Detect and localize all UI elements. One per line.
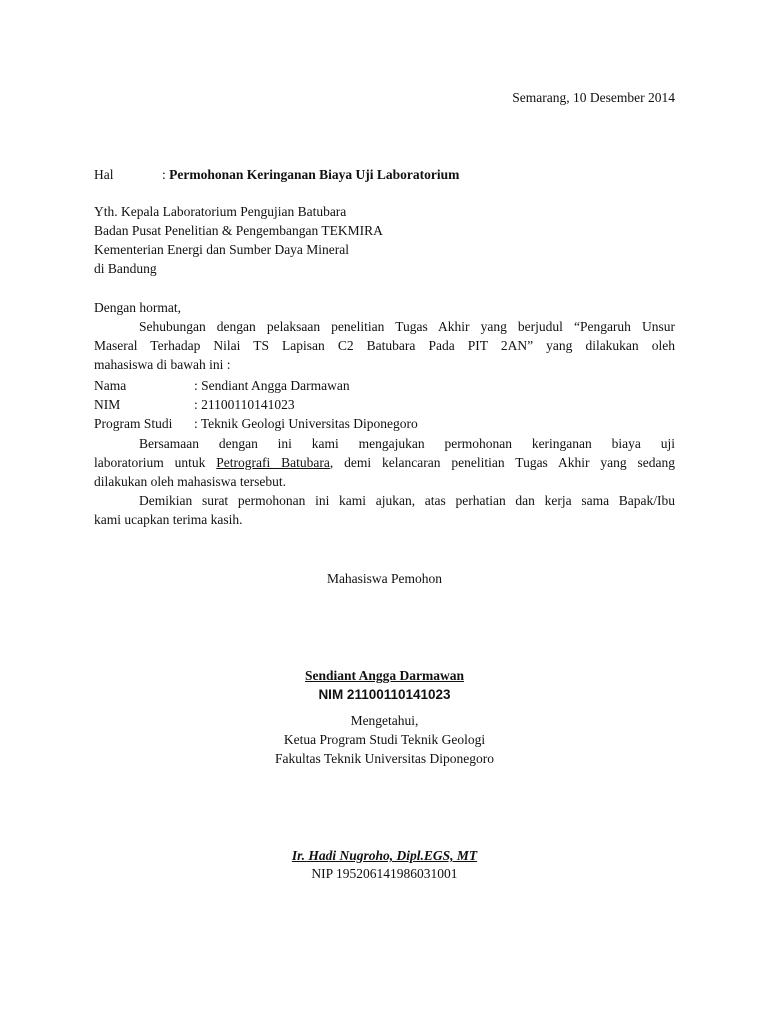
recipient-line-4: di Bandung (94, 261, 157, 276)
subject-separator: : (162, 167, 170, 182)
paragraph-3-line-2: kami ucapkan terima kasih. (94, 512, 243, 527)
paragraph-1-line-2: Maseral Terhadap Nilai TS Lapisan C2 Batubara Pada PIT 2AN” yang dilakukan oleh (94, 338, 675, 353)
applicant-label: Mahasiswa Pemohon (326, 571, 443, 586)
place-date: Semarang, 10 Desember 2014 (512, 90, 675, 105)
field-value: : 21100110141023 (194, 397, 295, 412)
field-row-program (94, 414, 675, 433)
acknowledger-name: Ir. Hadi Nugroho, Dipl.EGS, MT (291, 848, 478, 863)
field-value: : Teknik Geologi Universitas Diponegoro (194, 416, 418, 431)
paragraph-2-text: , demi kelancaran penelitian Tugas Akhir yang sedang (329, 455, 675, 470)
paragraph-2-line-1: Bersamaan dengan ini kami mengajukan permohonan keringanan biaya uji (139, 436, 675, 451)
paragraph-2-line-2 (94, 453, 675, 472)
petrografi-batubara-link: Petrografi Batubara (216, 455, 330, 470)
applicant-name: Sendiant Angga Darmawan (304, 668, 465, 683)
paragraph-1-line-3: mahasiswa di bawah ini : (94, 357, 231, 372)
acknowledged-label: Mengetahui, (350, 713, 419, 728)
salutation: Dengan hormat, (94, 300, 181, 315)
paragraph-2-line-3: dilakukan oleh mahasiswa tersebut. (94, 474, 286, 489)
paragraph-2-text: laboratorium untuk (94, 455, 217, 470)
paragraph-1-line-1: Sehubungan dengan pelaksaan penelitian Tugas Akhir yang berjudul “Pengaruh Unsur (139, 319, 675, 334)
recipient-line-3: Kementerian Energi dan Sumber Daya Mineral (94, 242, 350, 257)
field-label: Nama (94, 378, 127, 393)
subject-line (94, 165, 675, 184)
field-label: Program Studi (94, 416, 173, 431)
acknowledger-nip: NIP 195206141986031001 (311, 866, 458, 881)
field-row-nim (94, 395, 675, 414)
paragraph-3-line-1: Demikian surat permohonan ini kami ajukan, atas perhatian dan kerja sama Bapak/Ibu (139, 493, 675, 508)
acknowledger-faculty: Fakultas Teknik Universitas Diponegoro (275, 751, 494, 766)
subject-text: Permohonan Keringanan Biaya Uji Laboratorium (169, 167, 460, 182)
applicant-nim: NIM 21100110141023 (318, 687, 451, 702)
field-value: : Sendiant Angga Darmawan (194, 378, 350, 393)
acknowledger-title: Ketua Program Studi Teknik Geologi (283, 732, 486, 747)
field-row-name (94, 376, 675, 395)
recipient-line-2: Badan Pusat Penelitian & Pengembangan TEKMIRA (94, 223, 383, 238)
field-label: NIM (94, 397, 121, 412)
recipient-line-1: Yth. Kepala Laboratorium Pengujian Batubara (94, 204, 347, 219)
subject-label: Hal (94, 167, 114, 182)
